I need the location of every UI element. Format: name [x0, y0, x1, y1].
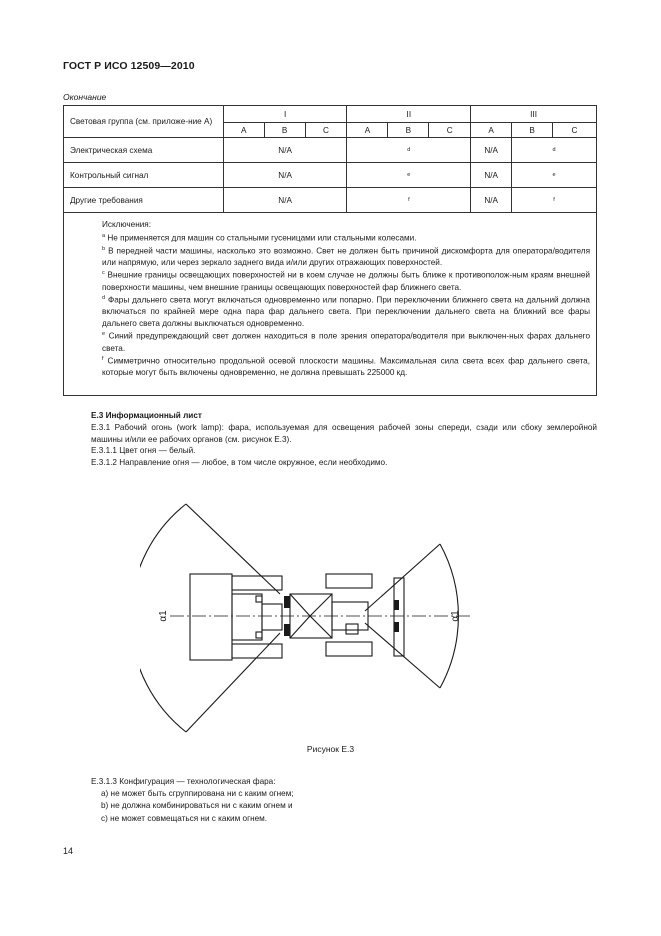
cell-group1: N/A: [223, 188, 347, 213]
cell-group3-a: N/A: [471, 188, 512, 213]
subheader-cell: A: [223, 123, 264, 138]
rear-wheel-top: [232, 576, 282, 590]
config-item-b: b) не должна комбинироваться ни с каким огнем и: [101, 801, 293, 811]
info-sheet-section: [63, 410, 597, 469]
section-heading: Е.3 Информационный лист: [91, 411, 202, 420]
subheader-cell: A: [347, 123, 388, 138]
cell-group1: N/A: [223, 163, 347, 188]
front-wheel-bottom: [326, 642, 372, 656]
axle-block: [256, 632, 262, 638]
cell-group2: d: [347, 138, 471, 163]
left-beam-ray-bottom: [186, 633, 280, 732]
lamp-front-upper: [394, 600, 399, 610]
figure-e3-diagram: [140, 498, 480, 738]
front-bucket: [394, 578, 404, 656]
paragraph-e31: Е.3.1 Рабочий огонь (work lamp): фара, используемая для освещения рабочей зоны спереди, сзади или сбоку землеройной машины и/или ее рабочих органов (см. рисунок Е.3).: [91, 422, 597, 444]
figure-caption: Рисунок Е.3: [306, 744, 355, 754]
rear-chassis: [232, 594, 262, 640]
cell-group3-a: N/A: [471, 138, 512, 163]
light-groups-table: [63, 105, 597, 213]
lamp-rear-lower: [284, 624, 290, 636]
subheader-cell: A: [471, 123, 512, 138]
footnote-e: $^e$ Синий предупреждающий свет должен находиться в поле зрения оператора/водителя при выключен-ных фарах дальнего света.: [102, 331, 590, 353]
cell-group3-bc: f: [512, 188, 597, 213]
footnote-a: $^a$ Не применяется для машин со стальными гусеницами или стальными колесами.: [102, 232, 417, 243]
row-label: Электрическая схема: [64, 138, 224, 163]
label-angle-left: α1: [158, 610, 169, 622]
footnote-b: $^b$ В передней части машины, насколько это возможно. Свет не должен быть причиной дискомфорта для оператора/водителя или напрямую, или через зеркало заднего вида и/или других отражающих поверхностей.: [102, 245, 590, 267]
subheader-cell: C: [553, 123, 597, 138]
front-axle-block: [346, 624, 358, 634]
row-label: Контрольный сигнал: [64, 163, 224, 188]
subheader-cell: C: [305, 123, 347, 138]
cell-group2: e: [347, 163, 471, 188]
table-footnotes: [63, 213, 597, 396]
subheader-cell: B: [264, 123, 305, 138]
footnotes-title: Исключения:: [102, 220, 152, 229]
table-corner-label: Световая группа (см. приложе-ние А): [64, 106, 224, 138]
cell-group2: f: [347, 188, 471, 213]
subheader-cell: C: [429, 123, 471, 138]
lamp-front-lower: [394, 622, 399, 632]
rear-counterweight: [190, 574, 232, 660]
subheader-cell: B: [388, 123, 429, 138]
axle-block: [256, 596, 262, 602]
cab-line: [310, 594, 332, 616]
config-item-c: c) не может совмещаться ни с каким огнем.: [101, 813, 268, 823]
table-row: [64, 163, 597, 188]
lamp-rear-upper: [284, 596, 290, 608]
group-header-2: II: [347, 106, 471, 123]
footnote-c: $^c$ Внешние границы освещающих поверхностей ни в коем случае не должны быть ближе к противополож-ным краям внешней поверхности машины, чем внешние границы освещающих поверхностей фар ближнего света.: [102, 270, 590, 292]
rear-frame: [262, 604, 282, 630]
paragraph-e313: Е.3.1.3 Конфигурация — технологическая фара:: [91, 777, 276, 786]
configuration-section: [91, 776, 294, 825]
table-row: [64, 138, 597, 163]
table-row: [64, 188, 597, 213]
cell-group3-bc: d: [512, 138, 597, 163]
footnote-f: $^f$ Симметрично относительно продольной осевой плоскости машины. Максимальная сила света всех фар дальнего света, которые могут быть включены одновременно, не должна превышать 225000 кд.: [102, 356, 590, 378]
group-header-1: I: [223, 106, 347, 123]
footnote-d: $^d$ Фары дальнего света могут включаться одновременно или попарно. При переключении ближнего света на дальний должна включаться по крайней мере одна пара фар дальнего света. При переключении дальнего света на ближний все фары дальнего света должны выключаться одновременно.: [102, 295, 590, 328]
table-continuation-label: Окончание: [63, 92, 107, 102]
page-number: 14: [63, 846, 74, 856]
cab-line: [290, 616, 310, 638]
paragraph-e312: Е.3.1.2 Направление огня — любое, в том числе окружное, если необходимо.: [91, 458, 388, 468]
row-label: Другие требования: [64, 188, 224, 213]
cab-line: [310, 616, 332, 638]
cab-line: [290, 594, 310, 616]
left-beam-ray-top: [186, 504, 280, 594]
cell-group3-a: N/A: [471, 163, 512, 188]
cell-group3-bc: e: [512, 163, 597, 188]
subheader-cell: B: [512, 123, 553, 138]
group-header-3: III: [471, 106, 597, 123]
config-item-a: a) не может быть сгруппирована ни с каким огнем;: [101, 789, 294, 799]
paragraph-e311: Е.3.1.1 Цвет огня — белый.: [91, 446, 196, 456]
table-header-row: [64, 106, 597, 123]
label-angle-right: α1: [450, 610, 461, 622]
rear-wheel-bottom: [232, 644, 282, 658]
cell-group1: N/A: [223, 138, 347, 163]
front-wheel-top: [326, 574, 372, 588]
page-header-title: ГОСТ Р ИСО 12509—2010: [63, 60, 195, 72]
